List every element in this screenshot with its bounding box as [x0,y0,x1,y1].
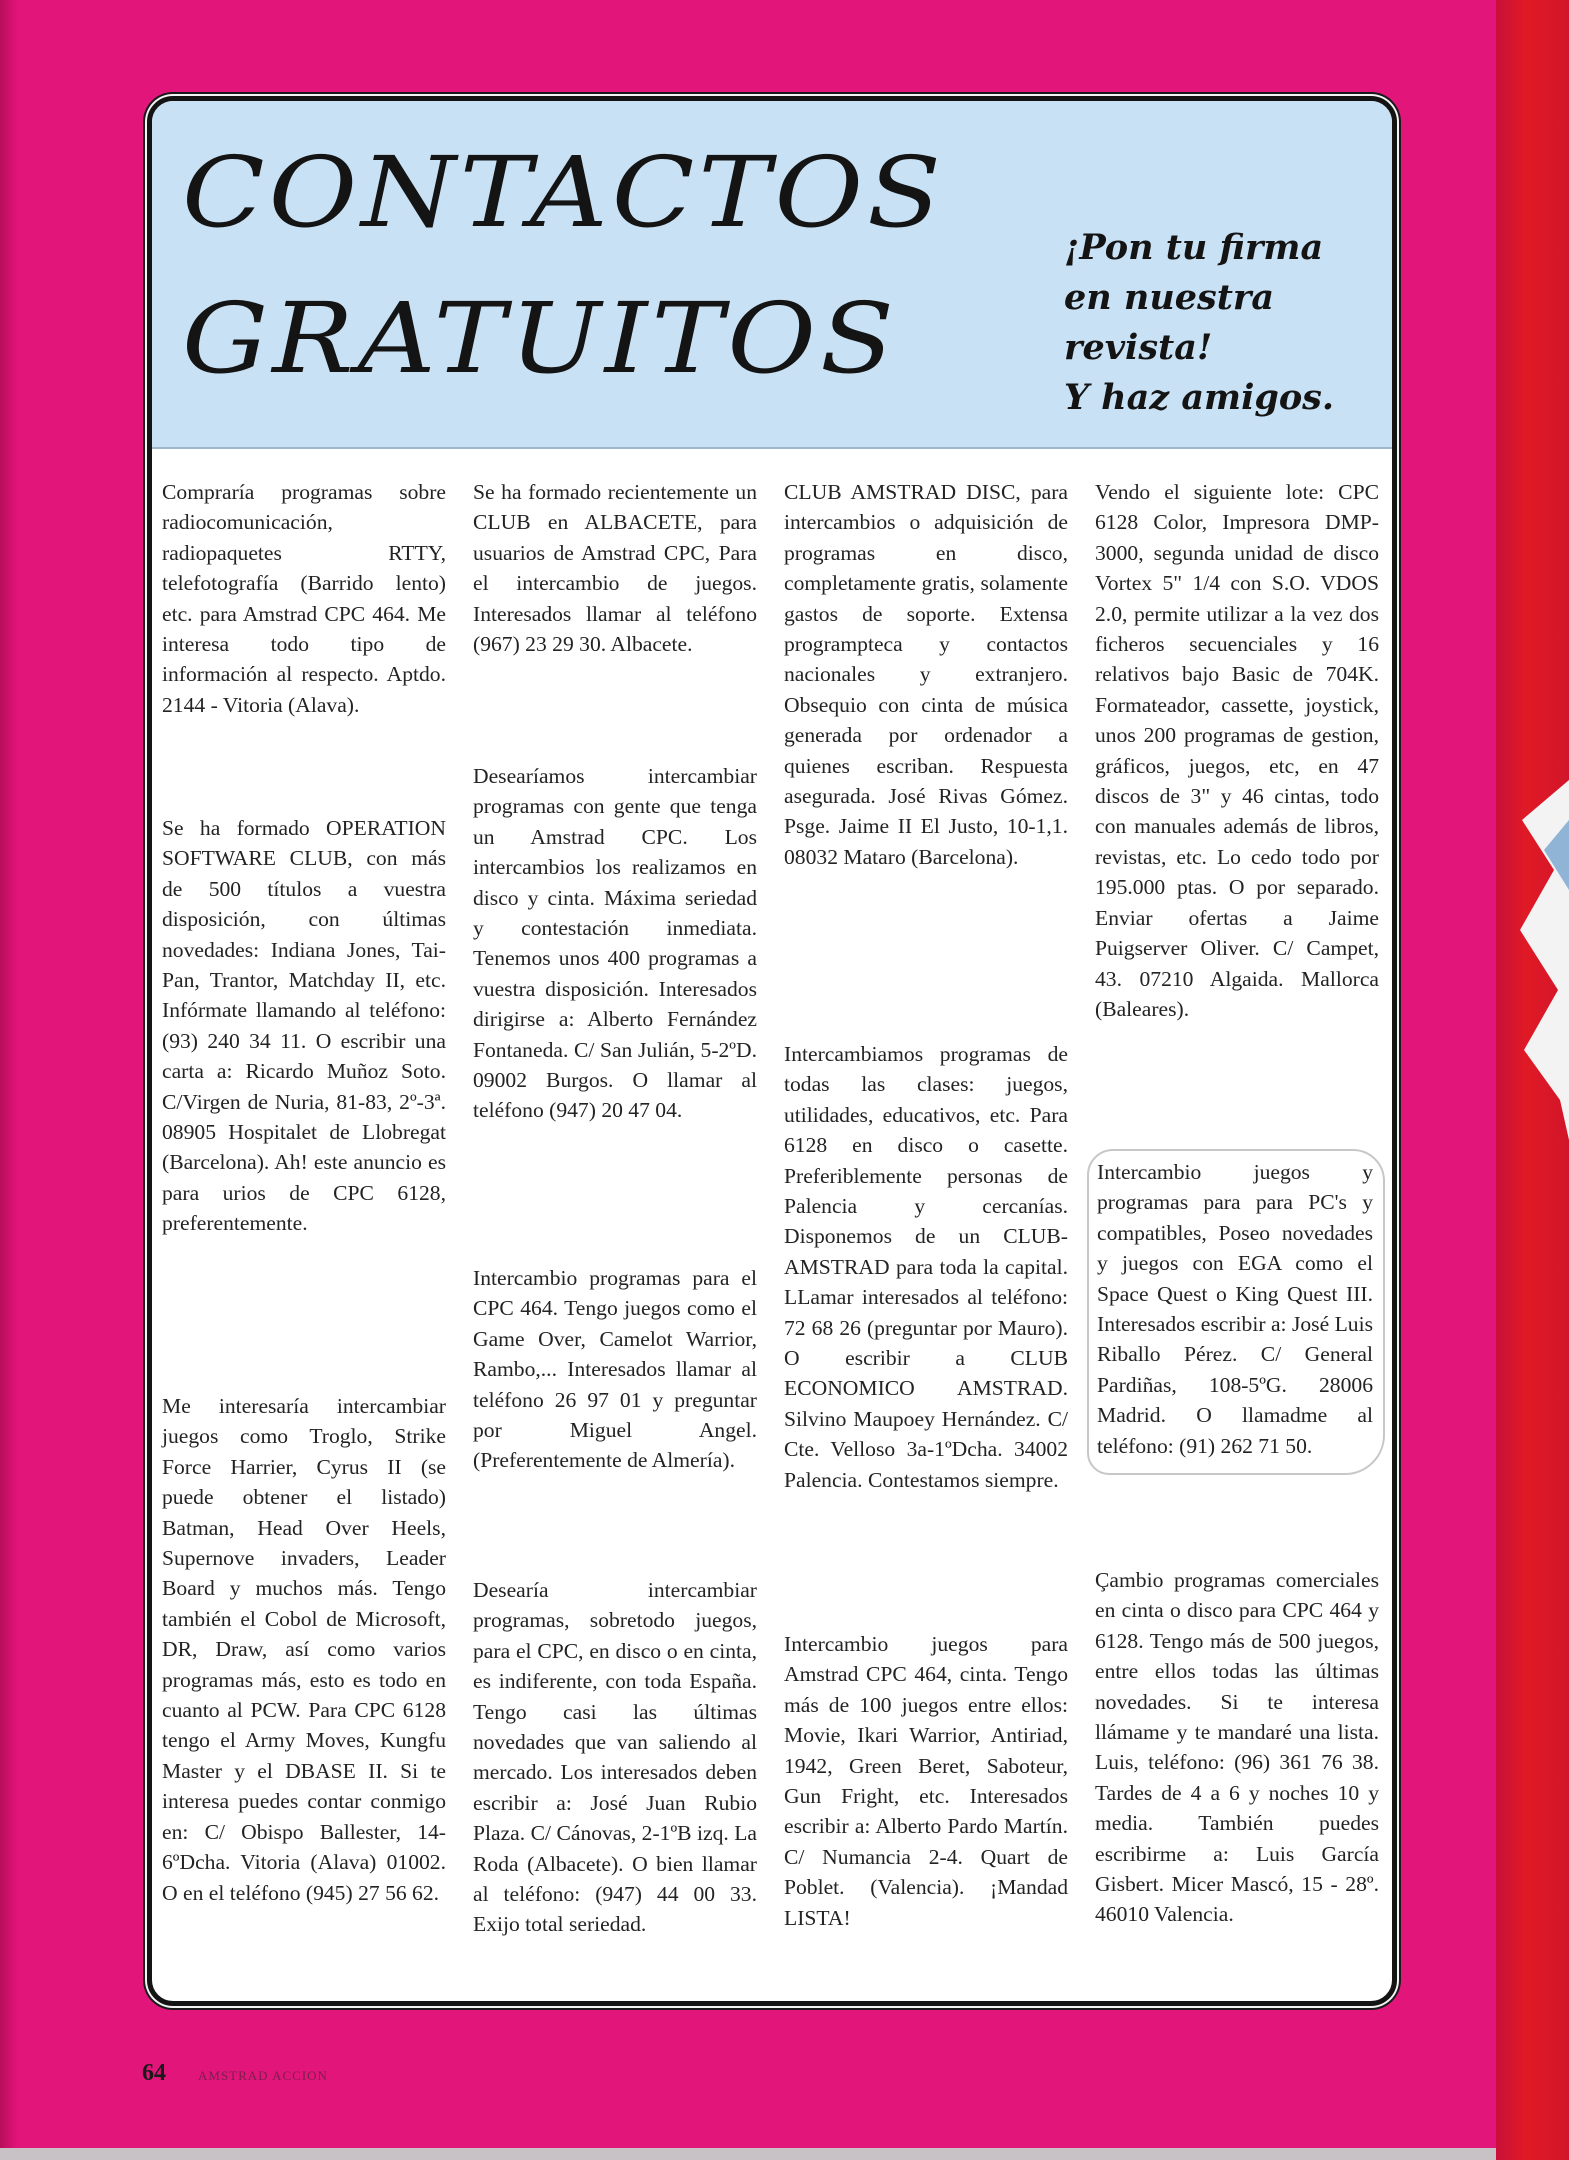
contacts-panel [147,96,1397,2006]
tagline-line: Y haz amigos. [1064,377,1335,418]
tagline-line: en nuestra [1064,277,1275,318]
header-banner [152,101,1392,449]
page-title-line-1: CONTACTOS [182,137,945,250]
classified-ad: Se ha formado recientemente un CLUB en ALBACETE, para usuarios de Amstrad CPC, Para el intercambio de juegos. Interesados llamar al teléfono (967) 23 29 30. Albacete. [473,480,757,657]
zigzag-graphic [1514,780,1569,1140]
classified-ad: Compraría programas sobre radiocomunicación, radiopaquetes RTTY, telefotografía (Barrido lento) etc. para Amstrad CPC 464. Me interesa todo tipo de información al respecto. Aptdo. 2144 - Vitoria (Alava). [162,480,446,717]
classified-ad: Se ha formado OPERATION SOFTWARE CLUB, con más de 500 títulos a vuestra disposición, con últimas novedades: Indiana Jones, Tai-Pan, Trantor, Matchday II, etc. Infórmate llamando al teléfono: (93) 240 34 11. O escribir una carta a: Ricardo Muñoz Soto. C/Virgen de Nuria, 81-83, 2º-3ª. 08905 Hospitalet de Llobregat (Barcelona). Ah! este anuncio es para urios de CPC 6128, preferentemente. [162,816,446,1236]
classified-ad-circled: Intercambio juegos y programas para para PC's y compatibles, Poseo novedades y juegos con EGA como el Space Quest o King Quest III. Interesados escribir a: José Luis Riballo Pérez. C/ General Pardiñas, 108-5ºG. 28006 Madrid. O llamadme al teléfono: (91) 262 71 50. [1087,1149,1385,1475]
classified-ad: Vendo el siguiente lote: CPC 6128 Color, Impresora DMP-3000, segunda unidad de disco Vortex 5" 1/4 con S.O. VDOS 2.0, permite utilizar a la vez dos ficheros secuenciales y 16 relativos bajo Basic de 704K. Formateador, cassette, joystick, unos 200 programas de gestion, gráficos, juegos, etc, en 47 discos de 3" y 46 cintas, todo con manuales además de libros, revistas, etc. Lo cedo todo por 195.000 ptas. O por separado. Enviar ofertas a Jaime Puigserver Oliver. C/ Campet, 43. 07210 Algaida. Mallorca (Baleares). [1095,480,1379,1021]
tagline-line: revista! [1064,327,1213,368]
classified-ad: Me interesaría intercambiar juegos como Troglo, Strike Force Harrier, Cyrus II (se puede obtener el listado) Batman, Head Over Heels, Supernove invaders, Leader Board y muchos más. Tengo también el Cobol de Microsoft, DR, Draw, así como varios programas más, esto es todo en cuanto al PCW. Para CPC 6128 tengo el Army Moves, Kungfu Master y el DBASE II. Si te interesa puedes contar conmigo en: C/ Obispo Ballester, 14-6ºDcha. Vitoria (Alava) 01002. O en el teléfono (945) 27 56 62. [162,1394,446,1905]
tagline [1064,223,1384,423]
classified-ad: Intercambio juegos para Amstrad CPC 464, cinta. Tengo más de 100 juegos entre ellos: Movie, Ikari Warrior, Antiriad, 1942, Green Beret, Saboteur, Gun Fright, etc. Interesados escribir a: Alberto Pardo Martín. C/ Numancia 2-4. Quart de Poblet. (Valencia). ¡Mandad LISTA! [784,1632,1068,1930]
classified-ad: Desearía intercambiar programas, sobretodo juegos, para el CPC, en disco o en cinta, es indiferente, con toda España. Tengo casi las últimas novedades que van saliendo al mercado. Los interesados deben escribir a: José Juan Rubio Plaza. C/ Cánovas, 2-1ºB izq. La Roda (Albacete). O bien llamar al teléfono: (947) 44 00 33. Exijo total seriedad. [473,1578,757,1937]
page-title-line-2: GRATUITOS [182,283,898,396]
classified-ad: CLUB AMSTRAD DISC, para intercambios o adquisición de programas en disco, completamente gratis, solamente gastos de soporte. Extensa programpteca y contactos nacionales y extranjero. Obsequio con cinta de música generada por ordenador a quienes escriban. Respuesta asegurada. José Rivas Gómez. Psge. Jaime II El Justo, 10-1,1. 08032 Mataro (Barcelona). [784,480,1068,869]
page-edge-shade [0,0,18,2160]
page-number: 64 [142,2060,166,2086]
magazine-name: AMSTRAD ACCION [198,2068,328,2083]
bottom-edge [0,2148,1496,2160]
classified-ad: Intercambiamos programas de todas las clases: juegos, utilidades, educativos, etc. Para 6128 en disco o casette. Preferiblemente personas de Palencia y cercanías. Disponemos de un CLUB-AMSTRAD para toda la capital. LLamar interesados al teléfono: 72 68 26 (preguntar por Mauro). O escribir a CLUB ECONOMICO AMSTRAD. Silvino Maupoey Hernández. C/ Cte. Velloso 3a-1ºDcha. 34002 Palencia. Contestamos siempre. [784,1042,1068,1492]
next-page-edge [1496,0,1569,2160]
classified-ad: Intercambio programas para el CPC 464. Tengo juegos como el Game Over, Camelot Warrior, Rambo,... Interesados llamar al teléfono 26 97 01 y preguntar por Miguel Angel. (Preferentemente de Almería). [473,1266,757,1473]
classified-columns [162,477,1382,1977]
classified-ad: Çambio programas comerciales en cinta o disco para CPC 464 y 6128. Tengo más de 500 juegos, entre ellos todas las últimas novedades. Si te interesa llámame y te mandaré una lista. Luis, teléfono: (96) 361 76 38. Tardes de 4 a 6 y noches 10 y media. También puedes escribirme a: Luis García Gisbert. Micer Mascó, 15 - 28º. 46010 Valencia. [1095,1568,1379,1927]
tagline-line: ¡Pon tu firma [1064,227,1324,268]
classified-ad: Desearíamos intercambiar programas con gente que tenga un Amstrad CPC. Los intercambios los realizamos en disco y cinta. Máxima seriedad y contestación inmediata. Tenemos unos 400 programas a vuestra disposición. Interesados dirigirse a: Alberto Fernández Fontaneda. C/ San Julián, 5-2ºD. 09002 Burgos. O llamar al teléfono (947) 20 47 04. [473,764,757,1123]
